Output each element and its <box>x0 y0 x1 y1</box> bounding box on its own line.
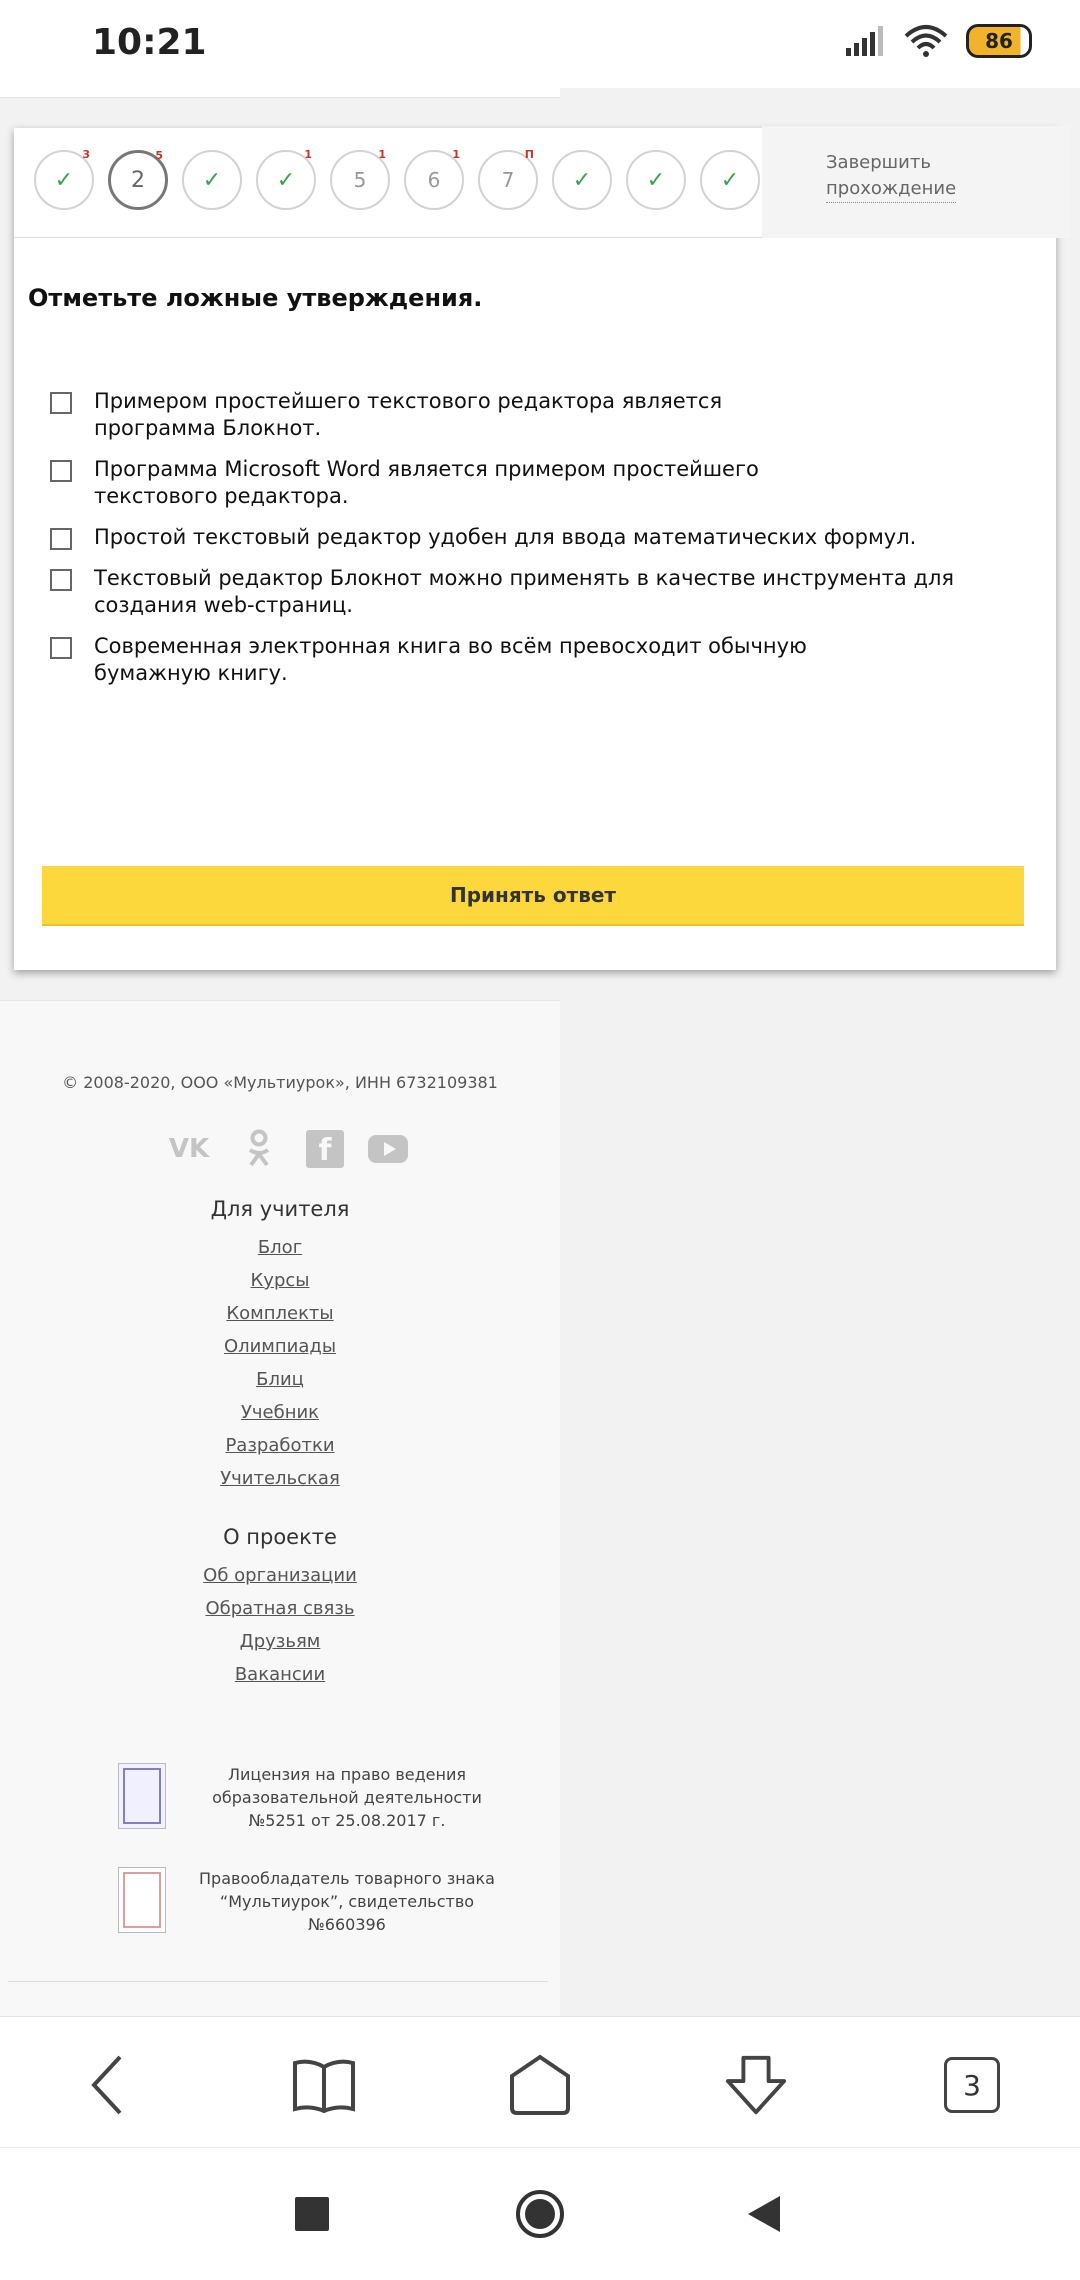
trademark-text: Правообладатель товарного знака “Мультиурок”, свидетельство №660396 <box>199 1869 495 1934</box>
attempts-badge: 5 <box>155 149 163 162</box>
footer-link-teachers-room[interactable]: Учительская <box>220 1468 340 1489</box>
status-icons <box>846 24 1032 58</box>
footer-link-vacancies[interactable]: Вакансии <box>234 1664 326 1685</box>
answer-option[interactable] <box>50 633 1010 687</box>
android-nav-bar <box>0 2148 1080 2280</box>
checkmark-icon: ✓ <box>54 167 74 193</box>
battery-indicator: 86 <box>966 24 1032 58</box>
question-number: 2 <box>131 167 145 193</box>
finish-label-line1: Завершить <box>826 152 931 173</box>
question-number: 7 <box>501 168 515 192</box>
download-arrow-icon[interactable] <box>724 2053 788 2117</box>
footer-divider <box>8 1981 548 1982</box>
option-text: Простой текстовый редактор удобен для ввода математических формул. <box>94 525 917 549</box>
option-checkbox[interactable] <box>50 528 72 550</box>
home-circle-icon[interactable] <box>512 2186 568 2242</box>
question-button[interactable] <box>108 150 168 210</box>
footer-link-friends[interactable]: Друзьям <box>239 1631 321 1652</box>
wifi-icon <box>904 24 948 58</box>
checkmark-icon: ✓ <box>720 167 740 193</box>
question-number: 6 <box>427 168 441 192</box>
footer-link-feedback[interactable]: Обратная связь <box>205 1598 355 1619</box>
checkmark-icon: ✓ <box>646 167 666 193</box>
question-title: Отметьте ложные утверждения. <box>28 284 483 312</box>
youtube-icon[interactable] <box>368 1135 408 1163</box>
quiz-card <box>14 128 1056 970</box>
trademark-certificate-image[interactable] <box>118 1867 166 1933</box>
tabs-button[interactable] <box>940 2053 1004 2117</box>
checkmark-icon: ✓ <box>572 167 592 193</box>
option-checkbox[interactable] <box>50 569 72 591</box>
submit-answer-button[interactable]: Принять ответ <box>42 866 1024 926</box>
question-number: 5 <box>353 168 367 192</box>
answer-options <box>50 388 1010 701</box>
attempts-badge: 1 <box>304 148 312 161</box>
attempts-badge: 1 <box>378 148 386 161</box>
question-button[interactable] <box>330 150 390 210</box>
option-checkbox[interactable] <box>50 392 72 414</box>
page-top-strip <box>0 88 560 98</box>
trademark-block <box>118 1867 518 1936</box>
footer-link-textbook[interactable]: Учебник <box>240 1402 320 1423</box>
option-checkbox[interactable] <box>50 460 72 482</box>
footer-link-developments[interactable]: Разработки <box>225 1435 335 1456</box>
signal-icon <box>846 26 886 56</box>
footer-link-blitz[interactable]: Блиц <box>256 1369 304 1390</box>
status-bar <box>0 0 1080 88</box>
teacher-section <box>0 1197 560 1495</box>
option-text: Современная электронная книга во всём превосходит обычную бумажную книгу. <box>94 634 807 685</box>
question-list <box>34 150 760 210</box>
back-arrow-icon[interactable] <box>76 2053 140 2117</box>
footer-link-kits[interactable]: Комплекты <box>226 1303 334 1324</box>
vk-icon[interactable]: VK <box>168 1134 210 1164</box>
browser-toolbar <box>0 2016 1080 2148</box>
license-block <box>118 1763 518 1832</box>
facebook-icon[interactable]: f <box>306 1130 344 1168</box>
checkmark-icon: ✓ <box>202 167 222 193</box>
site-footer <box>0 1000 560 2016</box>
answer-option[interactable] <box>50 565 1010 619</box>
option-text: Программа Microsoft Word является примером простейшего текстового редактора. <box>94 457 759 508</box>
answer-option[interactable] <box>50 388 1010 442</box>
attempts-badge: 1 <box>452 148 460 161</box>
bookmarks-book-icon[interactable] <box>292 2053 356 2117</box>
checkmark-icon: ✓ <box>276 167 296 193</box>
footer-link-blog[interactable]: Блог <box>257 1237 303 1258</box>
attempts-badge: 3 <box>82 148 90 161</box>
status-time: 10:21 <box>92 22 207 63</box>
finish-button[interactable] <box>826 150 956 203</box>
question-button[interactable] <box>626 150 686 210</box>
back-triangle-icon[interactable] <box>736 2186 792 2242</box>
question-button[interactable] <box>34 150 94 210</box>
home-icon[interactable] <box>508 2053 572 2117</box>
question-button[interactable] <box>182 150 242 210</box>
option-text: Текстовый редактор Блокнот можно применять в качестве инструмента для создания web-страниц. <box>94 566 955 617</box>
question-button[interactable] <box>404 150 464 210</box>
footer-link-olympiads[interactable]: Олимпиады <box>223 1336 337 1357</box>
license-text: Лицензия на право ведения образовательной деятельности №5251 от 25.08.2017 г. <box>212 1765 482 1830</box>
copyright-text: © 2008-2020, ООО «Мультиурок», ИНН 6732109381 <box>62 1073 498 1092</box>
question-button[interactable] <box>552 150 612 210</box>
attempts-badge: П <box>524 148 534 161</box>
social-links <box>166 1129 408 1169</box>
question-button[interactable] <box>256 150 316 210</box>
answer-option[interactable] <box>50 524 1010 551</box>
finish-label-line2: прохождение <box>826 176 956 203</box>
footer-link-courses[interactable]: Курсы <box>250 1270 310 1291</box>
tabs-count: 3 <box>944 2057 1000 2113</box>
finish-area <box>762 126 1070 238</box>
question-button[interactable] <box>700 150 760 210</box>
option-text: Примером простейшего текстового редактора является программа Блокнот. <box>94 389 723 440</box>
license-document-image[interactable] <box>118 1763 166 1829</box>
teacher-heading: Для учителя <box>210 1197 350 1221</box>
option-checkbox[interactable] <box>50 637 72 659</box>
question-navigator <box>14 128 1056 238</box>
project-heading: О проекте <box>223 1525 337 1549</box>
recents-square-icon[interactable] <box>284 2186 340 2242</box>
footer-link-about[interactable]: Об организации <box>203 1565 357 1586</box>
question-button[interactable] <box>478 150 538 210</box>
project-section <box>0 1525 560 1691</box>
answer-option[interactable] <box>50 456 1010 510</box>
odnoklassniki-icon[interactable] <box>236 1129 282 1169</box>
